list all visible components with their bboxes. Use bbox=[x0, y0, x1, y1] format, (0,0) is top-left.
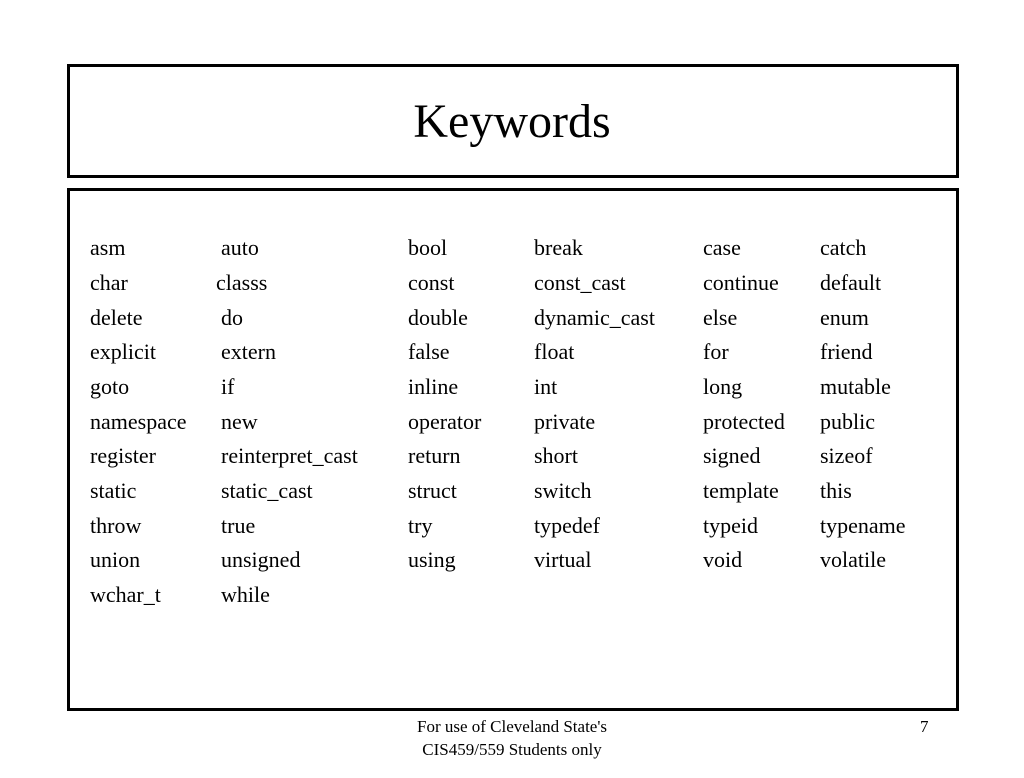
keyword-cell: int bbox=[534, 374, 558, 399]
keyword-cell: else bbox=[703, 305, 738, 330]
keyword-row bbox=[0, 545, 1024, 580]
footer-line: For use of Cleveland State's bbox=[416, 717, 608, 736]
keyword-cell: classs bbox=[216, 270, 268, 295]
keyword-row bbox=[0, 580, 1024, 615]
keyword-cell: struct bbox=[408, 478, 457, 503]
keyword-cell: float bbox=[534, 339, 575, 364]
keyword-cell: signed bbox=[703, 443, 761, 468]
keyword-cell: volatile bbox=[820, 547, 886, 572]
keyword-cell: asm bbox=[90, 235, 126, 260]
keyword-cell: const bbox=[408, 270, 455, 295]
keyword-cell: static bbox=[90, 478, 137, 503]
keyword-cell: delete bbox=[90, 305, 143, 330]
keyword-cell: inline bbox=[408, 374, 459, 399]
keyword-cell: double bbox=[408, 305, 468, 330]
keyword-cell: reinterpret_cast bbox=[221, 443, 358, 468]
keyword-row bbox=[0, 476, 1024, 511]
keyword-cell: false bbox=[408, 339, 450, 364]
keyword-cell: try bbox=[408, 513, 433, 538]
footer-line: CIS459/559 Students only bbox=[422, 740, 602, 759]
keyword-cell: typedef bbox=[534, 513, 600, 538]
keyword-cell: break bbox=[534, 235, 583, 260]
keyword-cell: typeid bbox=[703, 513, 758, 538]
keyword-cell: enum bbox=[820, 305, 869, 330]
keyword-cell: return bbox=[408, 443, 461, 468]
keyword-cell: wchar_t bbox=[90, 582, 161, 607]
keyword-cell: while bbox=[221, 582, 270, 607]
keyword-cell: using bbox=[408, 547, 456, 572]
keyword-cell: goto bbox=[90, 374, 130, 399]
keyword-row bbox=[0, 372, 1024, 407]
keyword-row bbox=[0, 337, 1024, 372]
keyword-cell: case bbox=[703, 235, 741, 260]
keyword-row bbox=[0, 303, 1024, 338]
keyword-cell: namespace bbox=[90, 409, 187, 434]
keyword-cell: char bbox=[90, 270, 128, 295]
keyword-cell: bool bbox=[408, 235, 448, 260]
keyword-cell: void bbox=[703, 547, 743, 572]
keyword-cell: short bbox=[534, 443, 578, 468]
keyword-cell: new bbox=[221, 409, 258, 434]
footer-notice bbox=[362, 715, 662, 761]
page-number: 7 bbox=[920, 717, 929, 736]
keyword-cell: virtual bbox=[534, 547, 592, 572]
keyword-cell: extern bbox=[221, 339, 276, 364]
keyword-cell: union bbox=[90, 547, 141, 572]
keyword-cell: this bbox=[820, 478, 852, 503]
keyword-row bbox=[0, 268, 1024, 303]
keyword-cell: if bbox=[221, 374, 235, 399]
keyword-cell: catch bbox=[820, 235, 867, 260]
keyword-cell: auto bbox=[221, 235, 259, 260]
keyword-cell: explicit bbox=[90, 339, 156, 364]
keyword-cell: operator bbox=[408, 409, 482, 434]
keyword-cell: do bbox=[221, 305, 243, 330]
keyword-cell: template bbox=[703, 478, 779, 503]
keyword-row bbox=[0, 441, 1024, 476]
keyword-cell: default bbox=[820, 270, 882, 295]
keyword-cell: private bbox=[534, 409, 596, 434]
slide-title: Keywords bbox=[413, 95, 611, 148]
keyword-cell: typename bbox=[820, 513, 906, 538]
keyword-cell: protected bbox=[703, 409, 785, 434]
keyword-cell: continue bbox=[703, 270, 779, 295]
keyword-row bbox=[0, 407, 1024, 442]
keyword-cell: mutable bbox=[820, 374, 891, 399]
keyword-cell: static_cast bbox=[221, 478, 313, 503]
keyword-cell: switch bbox=[534, 478, 592, 503]
keyword-cell: sizeof bbox=[820, 443, 873, 468]
keyword-cell: register bbox=[90, 443, 156, 468]
keyword-row bbox=[0, 511, 1024, 546]
keyword-cell: unsigned bbox=[221, 547, 301, 572]
keyword-cell: throw bbox=[90, 513, 142, 538]
keyword-cell: friend bbox=[820, 339, 873, 364]
keyword-cell: true bbox=[221, 513, 256, 538]
keyword-cell: for bbox=[703, 339, 729, 364]
keyword-cell: dynamic_cast bbox=[534, 305, 655, 330]
keyword-cell: public bbox=[820, 409, 875, 434]
keyword-cell: const_cast bbox=[534, 270, 626, 295]
keyword-row bbox=[0, 233, 1024, 268]
keyword-cell: long bbox=[703, 374, 743, 399]
